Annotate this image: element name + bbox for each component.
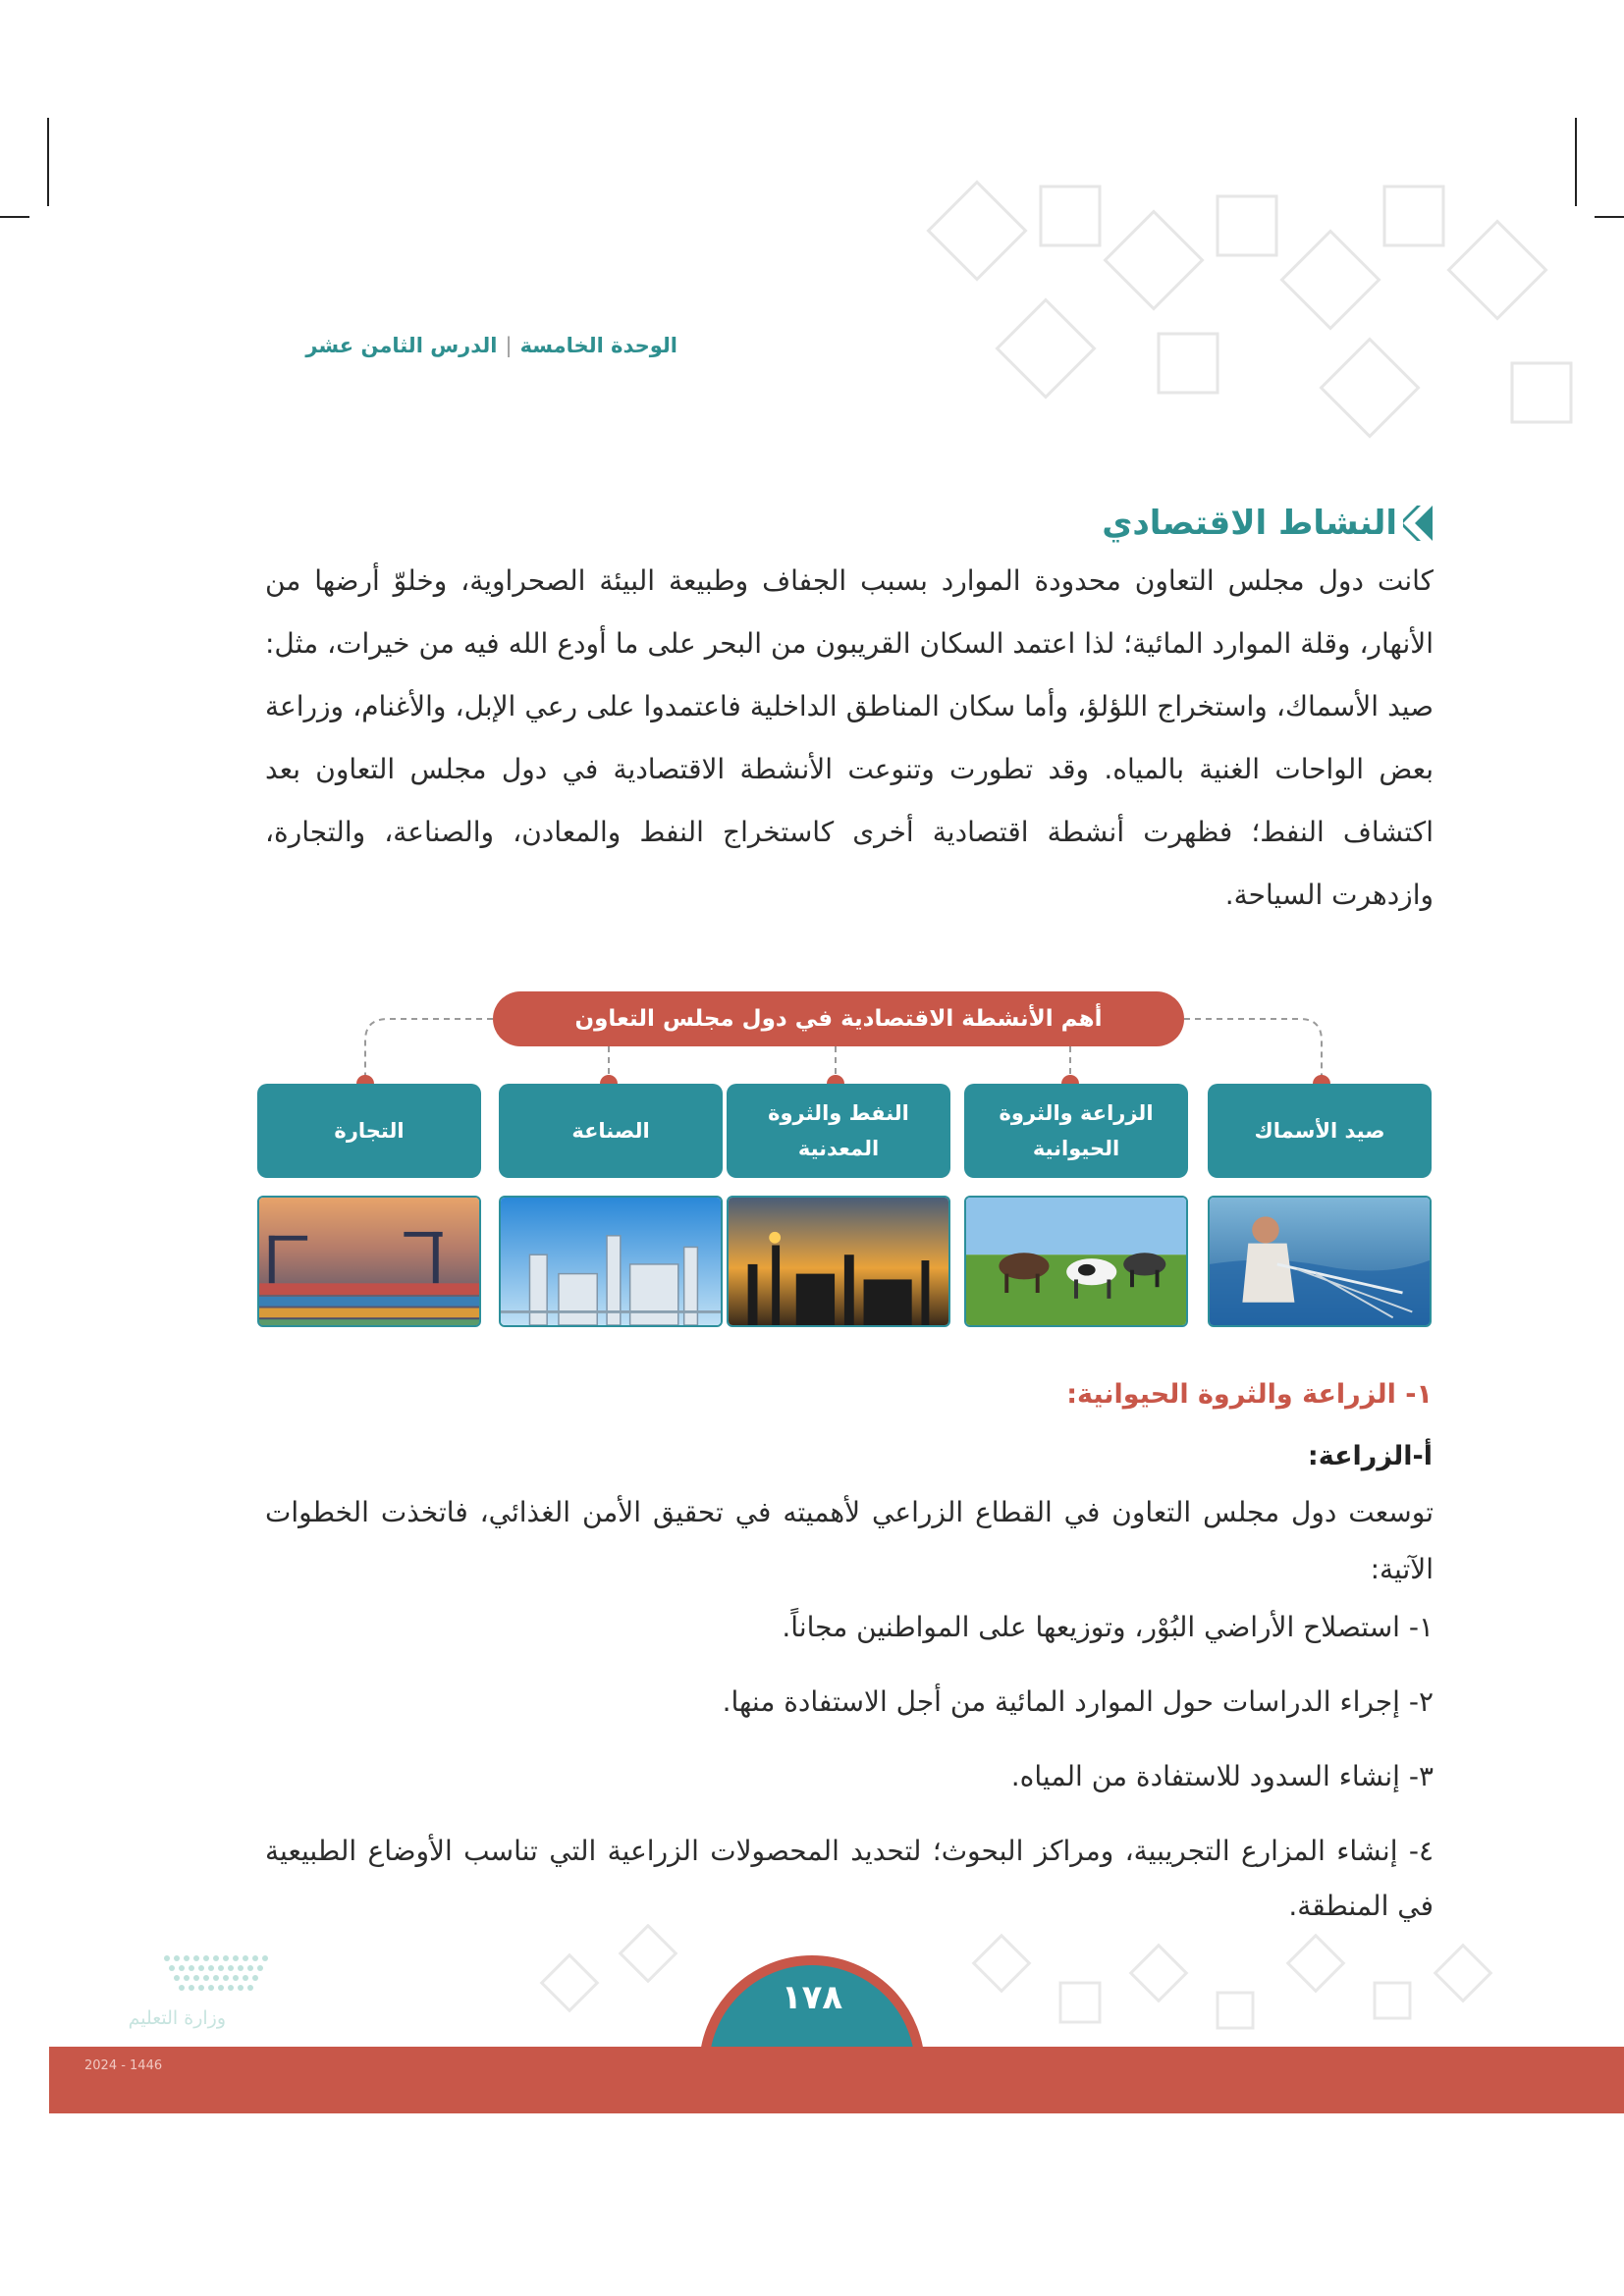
section-title: النشاط الاقتصادي xyxy=(1102,504,1397,543)
section-paragraph: كانت دول مجلس التعاون محدودة الموارد بسبب الجفاف وطبيعة البيئة الصحراوية، وخلوّ أرضها من الأنهار، وقلة الموارد المائية؛ لذا اعتمد السكان القريبون من البحر على ما أودع الله فيه من خيرات، مثل: صيد الأسماك، واستخراج اللؤلؤ، وأما سكان المناطق الداخلية فاعتمدوا على رعي الإبل، والأغنام، وزراعة بعض الواحات الغنية بالمياه. وقد تطورت وتنوعت الأنشطة الاقتصادية في دول مجلس التعاون بعد اكتشاف النفط؛ فظهرت أنشطة اقتصادية أخرى كاستخراج النفط والمعادن، والصناعة، والتجارة، وازدهرت السياحة. xyxy=(265,564,1434,911)
step-number: ٤- xyxy=(1397,1835,1434,1867)
activity-industry: الصناعة xyxy=(499,1084,723,1178)
factory-image xyxy=(499,1196,723,1327)
step-text: إنشاء المزارع التجريبية، ومراكز البحوث؛ لتحديد المحصولات الزراعية التي تناسب الأوضاع الطبيعية في المنطقة. xyxy=(265,1835,1434,1922)
agriculture-steps xyxy=(265,1600,1434,1953)
activity-oil-minerals: النفط والثروة المعدنية xyxy=(727,1084,950,1178)
step-text: استصلاح الأراضي البُوْر، وتوزيعها على المواطنين مجاناً. xyxy=(782,1611,1400,1643)
list-item xyxy=(265,1600,1434,1655)
agriculture-title: ١- الزراعة والثروة الحيوانية: xyxy=(1066,1379,1433,1410)
edition-year: 2024 - 1446 xyxy=(84,2058,163,2073)
step-number: ٣- xyxy=(1399,1760,1434,1792)
list-item xyxy=(265,1675,1434,1730)
oil-refinery-image xyxy=(727,1196,950,1327)
step-number: ١- xyxy=(1399,1611,1434,1643)
cows-image xyxy=(964,1196,1188,1327)
fishing-image xyxy=(1208,1196,1432,1327)
ministry-name: وزارة التعليم xyxy=(128,2007,226,2029)
decorative-pattern xyxy=(923,167,1610,461)
double-chevron-icon xyxy=(1403,506,1433,541)
activity-agriculture: الزراعة والثروة الحيوانية xyxy=(964,1084,1188,1178)
footer-margin xyxy=(0,2113,1624,2296)
step-number: ٢- xyxy=(1399,1685,1434,1718)
lesson-label: الدرس الثامن عشر xyxy=(305,334,498,357)
list-item xyxy=(265,1824,1434,1934)
trade-port-image xyxy=(257,1196,481,1327)
crop-mark xyxy=(0,216,29,218)
header-separator: | xyxy=(505,334,513,357)
agriculture-intro: توسعت دول مجلس التعاون في القطاع الزراعي لأهميته في تحقيق الأمن الغذائي، فاتخذت الخطوات الآتية: xyxy=(265,1496,1434,1585)
page-header xyxy=(236,334,677,373)
page-number: ١٧٨ xyxy=(781,1978,843,2017)
activity-fishing: صيد الأسماك xyxy=(1208,1084,1432,1178)
unit-label: الوحدة الخامسة xyxy=(519,334,677,357)
step-text: إجراء الدراسات حول الموارد المائية من أجل الاستفادة منها. xyxy=(722,1685,1400,1718)
section-heading xyxy=(1102,499,1433,548)
diagram-title: أهم الأنشطة الاقتصادية في دول مجلس التعاون xyxy=(493,991,1184,1046)
agriculture-subtitle: أ-الزراعة: xyxy=(1307,1441,1433,1471)
step-text: إنشاء السدود للاستفادة من المياه. xyxy=(1010,1760,1400,1792)
crop-mark xyxy=(47,118,49,206)
activity-trade: التجارة xyxy=(257,1084,481,1178)
list-item xyxy=(265,1749,1434,1804)
